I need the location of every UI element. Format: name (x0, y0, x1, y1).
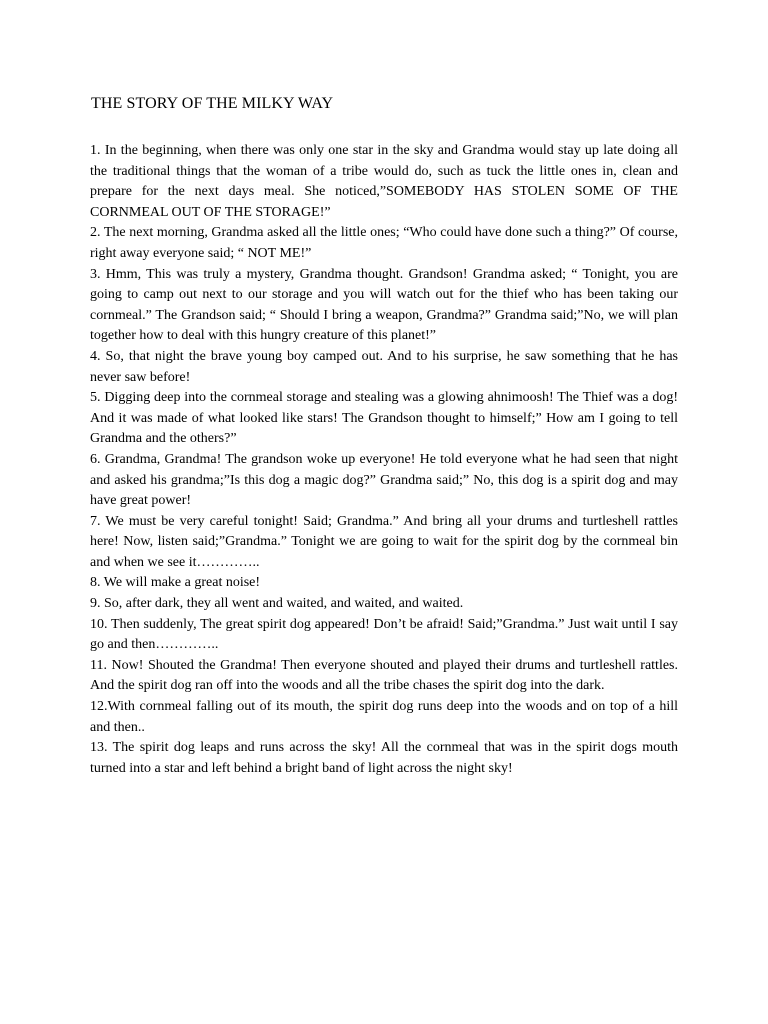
paragraph-11: 11. Now! Shouted the Grandma! Then everyone shouted and played their drums and turtleshell rattles. And the spirit dog ran off into the woods and all the tribe chases the spirit dog into the dark. (90, 657, 678, 694)
paragraph-1: 1. In the beginning, when there was only one star in the sky and Grandma would stay up late doing all the traditional things that the woman of a tribe would do, such as tuck the little ones in, clean and prepare for the next days meal. She noticed,”SOMEBODY HAS STOLEN SOME OF THE CORNMEAL OUT OF THE STORAGE!” (90, 143, 678, 220)
paragraph-10: 10. Then suddenly, The great spirit dog appeared! Don’t be afraid! Said;”Grandma.” Just wait until I say go and then………….. (90, 616, 678, 653)
paragraph-4: 4. So, that night the brave young boy camped out. And to his surprise, he saw something that he has never saw before! (90, 348, 678, 385)
document-title: THE STORY OF THE MILKY WAY (91, 95, 334, 112)
paragraph-5: 5. Digging deep into the cornmeal storage and stealing was a glowing ahnimoosh! The Thief was a dog! And it was made of what looked like stars! The Grandson thought to himself;” How am I going to tell Grandma and the others?” (90, 390, 678, 447)
paragraph-3: 3. Hmm, This was truly a mystery, Grandma thought. Grandson! Grandma asked; “ Tonight, you are going to camp out next to our storage and you will watch out for the thief who has been taking our cornmeal.” The Grandson said; “ Should I bring a weapon, Grandma?” Grandma said;”No, we will plan together how to deal with this hungry creature of this planet!” (90, 266, 678, 344)
paragraph-8: 8. We will make a great noise! (90, 575, 261, 591)
document-body (90, 141, 678, 779)
paragraph-9: 9. So, after dark, they all went and waited, and waited, and waited. (90, 596, 464, 612)
paragraph-13: 13. The spirit dog leaps and runs across the sky! All the cornmeal that was in the spirit dogs mouth turned into a star and left behind a bright band of light across the night sky! (90, 740, 678, 776)
paragraph-2: 2. The next morning, Grandma asked all the little ones; “Who could have done such a thing?” Of course, right away everyone said; “ NOT ME!” (90, 225, 678, 261)
paragraph-7: 7. We must be very careful tonight! Said; Grandma.” And bring all your drums and turtleshell rattles here! Now, listen said;”Grandma.” Tonight we are going to wait for the spirit dog by the cornmeal bin and when we see it………….. (90, 513, 678, 570)
paragraph-12: 12.With cornmeal falling out of its mouth, the spirit dog runs deep into the woods and on top of a hill and then.. (90, 699, 678, 735)
paragraph-6: 6. Grandma, Grandma! The grandson woke up everyone! He told everyone what he had seen that night and asked his grandma;”Is this dog a magic dog?” Grandma said;” No, this dog is a spirit dog and may have great power! (90, 451, 678, 509)
